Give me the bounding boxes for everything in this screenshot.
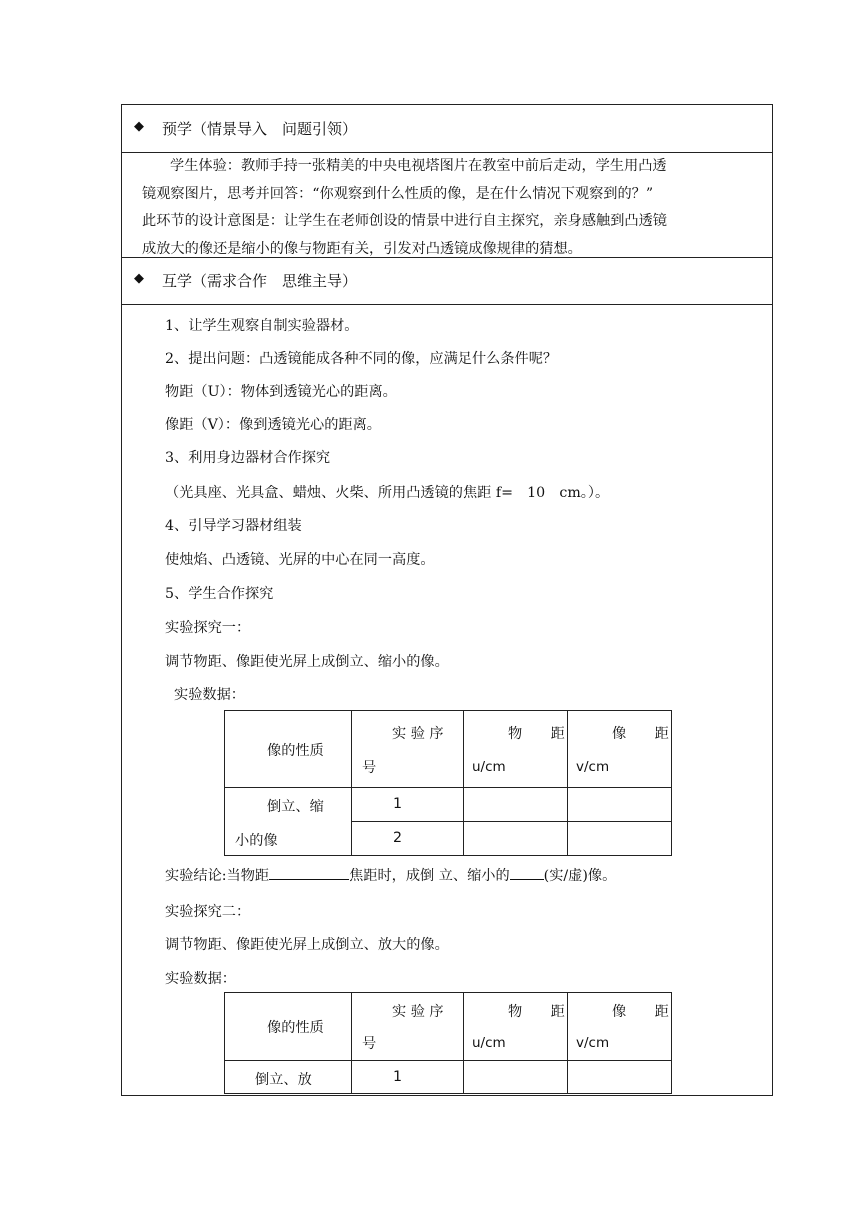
experiment-1-table <box>224 710 672 856</box>
header-image-distance: 像 距 v/cm <box>568 711 672 788</box>
cell-v-trial-1 <box>568 1061 672 1094</box>
blank-fill-distance[interactable] <box>269 879 349 880</box>
step-2: 2、提出问题：凸透镜能成各种不同的像，应满足什么条件呢？ <box>165 351 558 367</box>
experiment-2-title: 实验探究二： <box>165 904 251 920</box>
blank-fill-real-virtual[interactable] <box>510 879 544 880</box>
paragraph-line: 镜观察图片，思考并回答：“你观察到什么性质的像，是在什么情况下观察到的？” <box>142 185 654 202</box>
cell-trial-1: 1 <box>352 788 464 822</box>
experiment-2-table <box>224 992 672 1094</box>
diamond-bullet-icon: ◆ <box>134 271 144 286</box>
experiment-1-data-label: 实验数据： <box>174 687 245 703</box>
experiment-1-title: 实验探究一： <box>165 620 251 636</box>
header-trial-number: 实 验 序 号 <box>352 711 464 788</box>
cell-u-trial-1 <box>464 1061 568 1094</box>
header-trial-number: 实 验 序 号 <box>352 993 464 1061</box>
equipment-list: （光具座、光具盒、蜡烛、火柴、所用凸透镜的焦距 f= 10 cm。）。 <box>165 485 610 501</box>
experiment-1-conclusion: 实验结论:当物距 焦距时，成倒 立、缩小的 (实/虚)像。 <box>165 868 617 884</box>
experiment-2-description: 调节物距、像距使光屏上成倒立、放大的像。 <box>165 937 449 953</box>
definition-object-distance: 物距（U）：物体到透镜光心的距离。 <box>165 384 397 400</box>
section-header-prestudy <box>122 105 772 153</box>
step-5: 5、学生合作探究 <box>165 586 274 602</box>
paragraph-line: 成放大的像还是缩小的像与物距有关，引发对凸透镜成像规律的猜想。 <box>142 240 582 257</box>
prestudy-paragraph <box>142 153 762 263</box>
header-object-distance: 物 距 u/cm <box>464 993 568 1061</box>
cell-u-trial-2 <box>464 822 568 856</box>
assembly-instruction: 使烛焰、凸透镜、光屏的中心在同一高度。 <box>165 552 435 568</box>
paragraph-line: 学生体验：教师手持一张精美的中央电视塔图片在教室中前后走动，学生用凸透 <box>170 158 667 174</box>
paragraph-line: 此环节的设计意图是：让学生在老师创设的情景中进行自主探究，亲身感触到凸透镜 <box>142 213 667 229</box>
step-1: 1、让学生观察自制实验器材。 <box>165 318 359 334</box>
header-image-distance: 像 距 v/cm <box>568 993 672 1061</box>
experiment-1-description: 调节物距、像距使光屏上成倒立、缩小的像。 <box>165 654 449 670</box>
section-title-prestudy: 预学（情景导入 问题引领） <box>162 120 358 138</box>
section-title-interstudy: 互学（需求合作 思维主导） <box>162 272 358 290</box>
section-header-interstudy <box>122 257 772 305</box>
step-4: 4、引导学习器材组装 <box>165 518 302 534</box>
cell-trial-2: 2 <box>352 822 464 856</box>
cell-image-nature: 倒立、缩 小的像 <box>225 788 352 856</box>
lesson-plan-frame <box>121 104 773 1096</box>
cell-image-nature: 倒立、放 <box>225 1061 352 1094</box>
cell-v-trial-2 <box>568 822 672 856</box>
definition-image-distance: 像距（V）：像到透镜光心的距离。 <box>165 417 381 433</box>
step-3: 3、利用身边器材合作探究 <box>165 450 331 466</box>
header-image-nature: 像的性质 <box>225 711 352 788</box>
cell-u-trial-1 <box>464 788 568 822</box>
header-image-nature: 像的性质 <box>225 993 352 1061</box>
experiment-2-data-label: 实验数据： <box>165 971 236 987</box>
cell-trial-1: 1 <box>352 1061 464 1094</box>
diamond-bullet-icon: ◆ <box>134 119 144 134</box>
header-object-distance: 物 距 u/cm <box>464 711 568 788</box>
cell-v-trial-1 <box>568 788 672 822</box>
